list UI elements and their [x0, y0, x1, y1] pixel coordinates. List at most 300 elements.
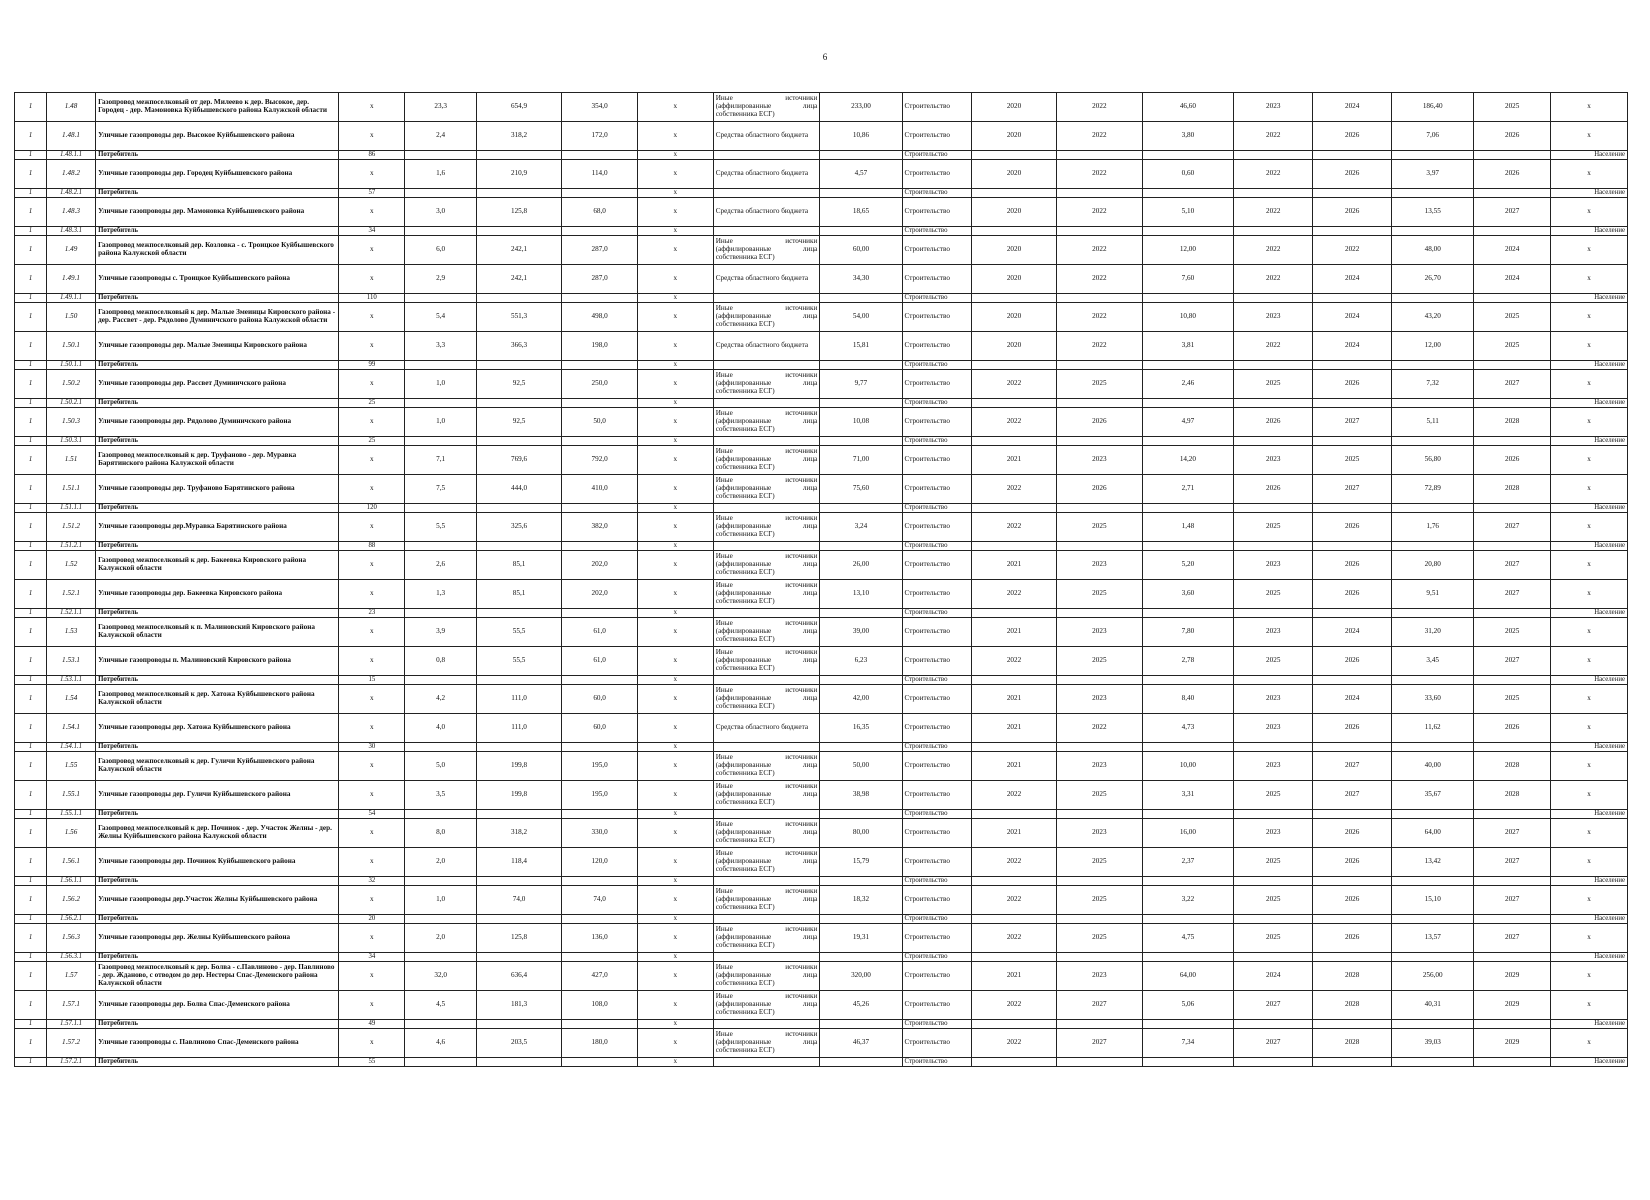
- cell-diameter-mm: 55,5: [476, 647, 561, 676]
- cell-level: 1: [15, 151, 47, 160]
- cell-commissioning-year: 2025: [1474, 618, 1551, 647]
- cell-x-col: x: [637, 962, 713, 991]
- cell-build-start: 2022: [1234, 198, 1313, 227]
- cell-consumer-category: Население: [1551, 399, 1628, 408]
- cell-build-start: [1234, 915, 1313, 924]
- cell-financing-source: [713, 399, 820, 408]
- cell-build-cost: 40,31: [1392, 991, 1474, 1020]
- cell-work-type: Строительство: [902, 819, 971, 848]
- cell-build-cost: 13,57: [1392, 924, 1474, 953]
- cell-build-end: [1313, 189, 1392, 198]
- cell-build-end: 2026: [1313, 886, 1392, 915]
- cell-code: 1.48.2.1: [47, 189, 96, 198]
- cell-work-type: Строительство: [902, 1020, 971, 1029]
- cell-build-cost: 12,00: [1392, 332, 1474, 361]
- cell-build-end: 2026: [1313, 924, 1392, 953]
- cell-design-start: [971, 151, 1056, 160]
- cell-code: 1.48.3.1: [47, 227, 96, 236]
- cell-diameter-mm: [476, 1020, 561, 1029]
- cell-consumers: x: [339, 408, 405, 437]
- cell-code: 1.49.1: [47, 265, 96, 294]
- cell-length-km: 4,6: [405, 1029, 476, 1058]
- cell-cost: 9,77: [820, 370, 902, 399]
- cell-build-start: 2022: [1234, 122, 1313, 151]
- cell-build-cost: [1392, 504, 1474, 513]
- cell-diameter-mm: 74,0: [476, 886, 561, 915]
- table-subrow: [15, 504, 1628, 513]
- cell-length-km: [405, 294, 476, 303]
- cell-financing-source: Средства областного бюджета: [713, 160, 820, 189]
- cell-code: 1.55.1.1: [47, 810, 96, 819]
- cell-build-end: [1313, 399, 1392, 408]
- cell-object-name: Потребитель: [96, 1020, 339, 1029]
- cell-consumer-category: Население: [1551, 361, 1628, 370]
- cell-diameter-mm: 92,5: [476, 370, 561, 399]
- cell-length-km: [405, 542, 476, 551]
- table-row: [15, 303, 1628, 332]
- cell-diameter-mm: 318,2: [476, 819, 561, 848]
- cell-design-start: [971, 1058, 1056, 1067]
- cell-consumers: x: [339, 513, 405, 542]
- cell-length-km: [405, 810, 476, 819]
- cell-design-cost: 5,20: [1142, 551, 1234, 580]
- cell-object-name: Потребитель: [96, 609, 339, 618]
- cell-build-end: 2027: [1313, 781, 1392, 810]
- cell-commissioning-year: [1474, 437, 1551, 446]
- cell-build-end: 2024: [1313, 618, 1392, 647]
- cell-consumers: x: [339, 475, 405, 504]
- cell-pressure: [562, 953, 638, 962]
- cell-x-col: x: [637, 361, 713, 370]
- cell-design-cost: 5,06: [1142, 991, 1234, 1020]
- cell-consumer-category: x: [1551, 752, 1628, 781]
- cell-commissioning-year: [1474, 877, 1551, 886]
- cell-design-start: 2022: [971, 580, 1056, 609]
- table-subrow: [15, 915, 1628, 924]
- cell-commissioning-year: 2027: [1474, 513, 1551, 542]
- cell-consumers: x: [339, 924, 405, 953]
- cell-x-col: x: [637, 198, 713, 227]
- cell-pressure: 287,0: [562, 265, 638, 294]
- cell-object-name: Потребитель: [96, 189, 339, 198]
- cell-build-cost: [1392, 676, 1474, 685]
- cell-length-km: 7,5: [405, 475, 476, 504]
- cell-build-start: 2023: [1234, 685, 1313, 714]
- cell-code: 1.52.1: [47, 580, 96, 609]
- cell-design-cost: 12,00: [1142, 236, 1234, 265]
- cell-x-col: x: [637, 781, 713, 810]
- cell-pressure: [562, 504, 638, 513]
- cell-pressure: 198,0: [562, 332, 638, 361]
- cell-diameter-mm: [476, 361, 561, 370]
- cell-commissioning-year: 2028: [1474, 408, 1551, 437]
- cell-build-start: 2025: [1234, 370, 1313, 399]
- cell-cost: 39,00: [820, 618, 902, 647]
- cell-length-km: 8,0: [405, 819, 476, 848]
- cell-cost: [820, 676, 902, 685]
- cell-consumers: 57: [339, 189, 405, 198]
- cell-build-end: 2024: [1313, 303, 1392, 332]
- cell-object-name: Газопровод межпоселковый к дер. Труфаново - дер. Муравка Барятинского района Калужской области: [96, 446, 339, 475]
- cell-cost: 10,08: [820, 408, 902, 437]
- cell-cost: [820, 810, 902, 819]
- cell-consumers: x: [339, 962, 405, 991]
- table-subrow: [15, 227, 1628, 236]
- cell-x-col: x: [637, 294, 713, 303]
- table-row: [15, 781, 1628, 810]
- table-subrow: [15, 542, 1628, 551]
- cell-design-cost: 7,60: [1142, 265, 1234, 294]
- cell-design-end: 2022: [1057, 160, 1142, 189]
- cell-level: 1: [15, 198, 47, 227]
- cell-build-cost: [1392, 743, 1474, 752]
- cell-build-cost: [1392, 915, 1474, 924]
- gasification-table: [14, 92, 1628, 1067]
- cell-work-type: Строительство: [902, 676, 971, 685]
- cell-design-end: [1057, 743, 1142, 752]
- cell-design-cost: [1142, 743, 1234, 752]
- cell-build-start: 2025: [1234, 781, 1313, 810]
- cell-length-km: [405, 227, 476, 236]
- cell-pressure: [562, 743, 638, 752]
- cell-x-col: x: [637, 618, 713, 647]
- table-body: [15, 93, 1628, 1067]
- cell-consumer-category: x: [1551, 475, 1628, 504]
- cell-financing-source: Иные источники (аффилированные лица собственника ЕСГ): [713, 848, 820, 877]
- cell-diameter-mm: [476, 437, 561, 446]
- cell-build-cost: 43,20: [1392, 303, 1474, 332]
- cell-work-type: Строительство: [902, 332, 971, 361]
- cell-build-end: 2026: [1313, 848, 1392, 877]
- cell-level: 1: [15, 886, 47, 915]
- cell-consumers: 34: [339, 953, 405, 962]
- cell-commissioning-year: 2027: [1474, 924, 1551, 953]
- cell-length-km: [405, 609, 476, 618]
- cell-x-col: x: [637, 151, 713, 160]
- cell-design-end: 2023: [1057, 819, 1142, 848]
- cell-build-end: [1313, 504, 1392, 513]
- cell-object-name: Потребитель: [96, 877, 339, 886]
- cell-build-start: [1234, 810, 1313, 819]
- cell-diameter-mm: [476, 676, 561, 685]
- cell-work-type: Строительство: [902, 198, 971, 227]
- cell-design-end: 2022: [1057, 93, 1142, 122]
- cell-diameter-mm: [476, 189, 561, 198]
- cell-object-name: Уличные газопроводы дер. Хатожа Куйбышевского района: [96, 714, 339, 743]
- table-subrow: [15, 810, 1628, 819]
- cell-consumers: x: [339, 752, 405, 781]
- cell-code: 1.53: [47, 618, 96, 647]
- table-row: [15, 752, 1628, 781]
- cell-consumer-category: Население: [1551, 953, 1628, 962]
- cell-financing-source: Средства областного бюджета: [713, 714, 820, 743]
- cell-design-end: [1057, 810, 1142, 819]
- cell-x-col: x: [637, 647, 713, 676]
- cell-cost: 18,32: [820, 886, 902, 915]
- cell-design-cost: [1142, 151, 1234, 160]
- cell-build-cost: 186,40: [1392, 93, 1474, 122]
- cell-length-km: 1,0: [405, 408, 476, 437]
- cell-pressure: [562, 1020, 638, 1029]
- cell-build-start: 2025: [1234, 647, 1313, 676]
- cell-x-col: x: [637, 551, 713, 580]
- cell-cost: [820, 437, 902, 446]
- cell-level: 1: [15, 446, 47, 475]
- cell-commissioning-year: 2029: [1474, 962, 1551, 991]
- cell-build-end: [1313, 743, 1392, 752]
- cell-design-start: 2022: [971, 513, 1056, 542]
- cell-length-km: [405, 877, 476, 886]
- cell-cost: 13,10: [820, 580, 902, 609]
- cell-pressure: 410,0: [562, 475, 638, 504]
- cell-build-cost: [1392, 189, 1474, 198]
- cell-x-col: x: [637, 265, 713, 294]
- cell-design-start: 2022: [971, 408, 1056, 437]
- cell-financing-source: Иные источники (аффилированные лица собственника ЕСГ): [713, 236, 820, 265]
- table-row: [15, 446, 1628, 475]
- cell-object-name: Газопровод межпоселковый к дер. Гуличи Куйбышевского района Калужской области: [96, 752, 339, 781]
- cell-level: 1: [15, 647, 47, 676]
- cell-pressure: 250,0: [562, 370, 638, 399]
- cell-diameter-mm: 551,3: [476, 303, 561, 332]
- cell-object-name: Уличные газопроводы п. Малиновский Кировского района: [96, 647, 339, 676]
- cell-financing-source: [713, 877, 820, 886]
- cell-cost: 3,24: [820, 513, 902, 542]
- cell-consumer-category: Население: [1551, 504, 1628, 513]
- cell-code: 1.56.3.1: [47, 953, 96, 962]
- cell-build-cost: 31,20: [1392, 618, 1474, 647]
- cell-consumer-category: x: [1551, 265, 1628, 294]
- cell-design-cost: [1142, 953, 1234, 962]
- cell-cost: 34,30: [820, 265, 902, 294]
- cell-level: 1: [15, 991, 47, 1020]
- cell-financing-source: Иные источники (аффилированные лица собственника ЕСГ): [713, 781, 820, 810]
- cell-build-end: [1313, 877, 1392, 886]
- cell-object-name: Уличные газопроводы дер.Участок Желны Куйбышевского района: [96, 886, 339, 915]
- cell-financing-source: Иные источники (аффилированные лица собственника ЕСГ): [713, 446, 820, 475]
- cell-commissioning-year: 2024: [1474, 236, 1551, 265]
- cell-pressure: [562, 361, 638, 370]
- cell-build-start: [1234, 399, 1313, 408]
- cell-build-cost: 48,00: [1392, 236, 1474, 265]
- cell-design-end: [1057, 294, 1142, 303]
- cell-design-cost: [1142, 189, 1234, 198]
- cell-work-type: Строительство: [902, 743, 971, 752]
- cell-design-cost: 5,10: [1142, 198, 1234, 227]
- cell-build-start: 2025: [1234, 924, 1313, 953]
- cell-object-name: Потребитель: [96, 953, 339, 962]
- cell-design-cost: [1142, 915, 1234, 924]
- cell-financing-source: Иные источники (аффилированные лица собственника ЕСГ): [713, 408, 820, 437]
- cell-work-type: Строительство: [902, 542, 971, 551]
- cell-work-type: Строительство: [902, 848, 971, 877]
- cell-design-cost: 4,75: [1142, 924, 1234, 953]
- cell-work-type: Строительство: [902, 886, 971, 915]
- cell-object-name: Уличные газопроводы дер. Малые Змеинцы Кировского района: [96, 332, 339, 361]
- cell-design-start: 2020: [971, 303, 1056, 332]
- cell-length-km: 4,2: [405, 685, 476, 714]
- cell-commissioning-year: 2028: [1474, 781, 1551, 810]
- table-row: [15, 848, 1628, 877]
- cell-consumers: x: [339, 618, 405, 647]
- cell-consumers: x: [339, 819, 405, 848]
- cell-financing-source: [713, 542, 820, 551]
- cell-object-name: Газопровод межпоселковый к дер. Малые Змеинцы Кировского района - дер. Рассвет - дер. Рядолово Думиничского района Калужской области: [96, 303, 339, 332]
- cell-build-end: [1313, 609, 1392, 618]
- cell-build-start: 2022: [1234, 265, 1313, 294]
- cell-build-cost: 7,32: [1392, 370, 1474, 399]
- table-row: [15, 991, 1628, 1020]
- cell-consumer-category: Население: [1551, 437, 1628, 446]
- cell-design-start: [971, 676, 1056, 685]
- cell-level: 1: [15, 303, 47, 332]
- cell-pressure: 382,0: [562, 513, 638, 542]
- cell-design-cost: 10,80: [1142, 303, 1234, 332]
- cell-work-type: Строительство: [902, 265, 971, 294]
- cell-level: 1: [15, 227, 47, 236]
- cell-design-end: 2022: [1057, 122, 1142, 151]
- cell-work-type: Строительство: [902, 618, 971, 647]
- cell-commissioning-year: [1474, 294, 1551, 303]
- cell-consumers: x: [339, 332, 405, 361]
- cell-design-end: 2022: [1057, 303, 1142, 332]
- table-row: [15, 236, 1628, 265]
- cell-length-km: 5,4: [405, 303, 476, 332]
- cell-financing-source: [713, 915, 820, 924]
- cell-pressure: [562, 189, 638, 198]
- cell-build-end: 2026: [1313, 198, 1392, 227]
- cell-level: 1: [15, 877, 47, 886]
- cell-design-cost: 0,60: [1142, 160, 1234, 189]
- cell-design-start: 2021: [971, 714, 1056, 743]
- cell-build-cost: 5,11: [1392, 408, 1474, 437]
- cell-build-start: 2027: [1234, 991, 1313, 1020]
- cell-level: 1: [15, 437, 47, 446]
- cell-x-col: x: [637, 848, 713, 877]
- cell-design-start: 2022: [971, 924, 1056, 953]
- cell-consumer-category: x: [1551, 513, 1628, 542]
- cell-cost: [820, 915, 902, 924]
- cell-code: 1.51.1: [47, 475, 96, 504]
- cell-consumers: x: [339, 886, 405, 915]
- cell-x-col: x: [637, 580, 713, 609]
- cell-x-col: x: [637, 370, 713, 399]
- table-row: [15, 370, 1628, 399]
- cell-level: 1: [15, 294, 47, 303]
- cell-cost: 15,81: [820, 332, 902, 361]
- cell-build-end: 2027: [1313, 752, 1392, 781]
- cell-length-km: 23,3: [405, 93, 476, 122]
- cell-build-end: 2026: [1313, 647, 1392, 676]
- cell-pressure: 61,0: [562, 618, 638, 647]
- cell-work-type: Строительство: [902, 151, 971, 160]
- cell-cost: [820, 189, 902, 198]
- cell-cost: [820, 1058, 902, 1067]
- cell-x-col: x: [637, 93, 713, 122]
- cell-cost: [820, 609, 902, 618]
- cell-build-cost: [1392, 810, 1474, 819]
- cell-level: 1: [15, 475, 47, 504]
- cell-build-start: [1234, 877, 1313, 886]
- cell-diameter-mm: [476, 227, 561, 236]
- cell-design-cost: 10,00: [1142, 752, 1234, 781]
- cell-build-end: [1313, 953, 1392, 962]
- table-subrow: [15, 151, 1628, 160]
- cell-build-cost: 35,67: [1392, 781, 1474, 810]
- cell-financing-source: [713, 1020, 820, 1029]
- cell-design-end: 2025: [1057, 848, 1142, 877]
- cell-build-end: 2024: [1313, 332, 1392, 361]
- cell-x-col: x: [637, 446, 713, 475]
- cell-pressure: 427,0: [562, 962, 638, 991]
- cell-financing-source: Иные источники (аффилированные лица собственника ЕСГ): [713, 551, 820, 580]
- cell-cost: [820, 227, 902, 236]
- cell-design-end: 2022: [1057, 265, 1142, 294]
- cell-work-type: Строительство: [902, 877, 971, 886]
- cell-design-cost: [1142, 504, 1234, 513]
- cell-x-col: x: [637, 676, 713, 685]
- cell-diameter-mm: [476, 877, 561, 886]
- cell-x-col: x: [637, 819, 713, 848]
- cell-length-km: 32,0: [405, 962, 476, 991]
- cell-pressure: 287,0: [562, 236, 638, 265]
- cell-design-cost: [1142, 877, 1234, 886]
- cell-pressure: 202,0: [562, 551, 638, 580]
- cell-work-type: Строительство: [902, 962, 971, 991]
- cell-x-col: x: [637, 1029, 713, 1058]
- cell-build-end: [1313, 676, 1392, 685]
- cell-x-col: x: [637, 810, 713, 819]
- cell-diameter-mm: [476, 953, 561, 962]
- table-subrow: [15, 609, 1628, 618]
- cell-length-km: [405, 361, 476, 370]
- cell-cost: 15,79: [820, 848, 902, 877]
- cell-cost: 6,23: [820, 647, 902, 676]
- cell-design-cost: 7,34: [1142, 1029, 1234, 1058]
- cell-diameter-mm: [476, 743, 561, 752]
- cell-cost: 16,35: [820, 714, 902, 743]
- cell-build-cost: [1392, 609, 1474, 618]
- cell-build-start: [1234, 676, 1313, 685]
- cell-financing-source: Иные источники (аффилированные лица собственника ЕСГ): [713, 475, 820, 504]
- cell-code: 1.56.2.1: [47, 915, 96, 924]
- cell-design-start: [971, 227, 1056, 236]
- cell-code: 1.50.3: [47, 408, 96, 437]
- cell-cost: 320,00: [820, 962, 902, 991]
- cell-pressure: [562, 877, 638, 886]
- cell-design-end: 2023: [1057, 752, 1142, 781]
- table-subrow: [15, 294, 1628, 303]
- cell-length-km: 1,0: [405, 886, 476, 915]
- cell-design-start: [971, 361, 1056, 370]
- cell-commissioning-year: [1474, 361, 1551, 370]
- cell-cost: [820, 361, 902, 370]
- cell-financing-source: Иные источники (аффилированные лица собственника ЕСГ): [713, 819, 820, 848]
- cell-design-cost: [1142, 676, 1234, 685]
- cell-consumers: 32: [339, 877, 405, 886]
- cell-build-start: [1234, 609, 1313, 618]
- cell-diameter-mm: 199,8: [476, 752, 561, 781]
- cell-cost: 19,31: [820, 924, 902, 953]
- cell-diameter-mm: [476, 294, 561, 303]
- cell-object-name: Потребитель: [96, 151, 339, 160]
- cell-level: 1: [15, 399, 47, 408]
- cell-financing-source: Иные источники (аффилированные лица собственника ЕСГ): [713, 962, 820, 991]
- cell-level: 1: [15, 953, 47, 962]
- cell-design-start: [971, 1020, 1056, 1029]
- cell-work-type: Строительство: [902, 408, 971, 437]
- cell-build-cost: 7,06: [1392, 122, 1474, 151]
